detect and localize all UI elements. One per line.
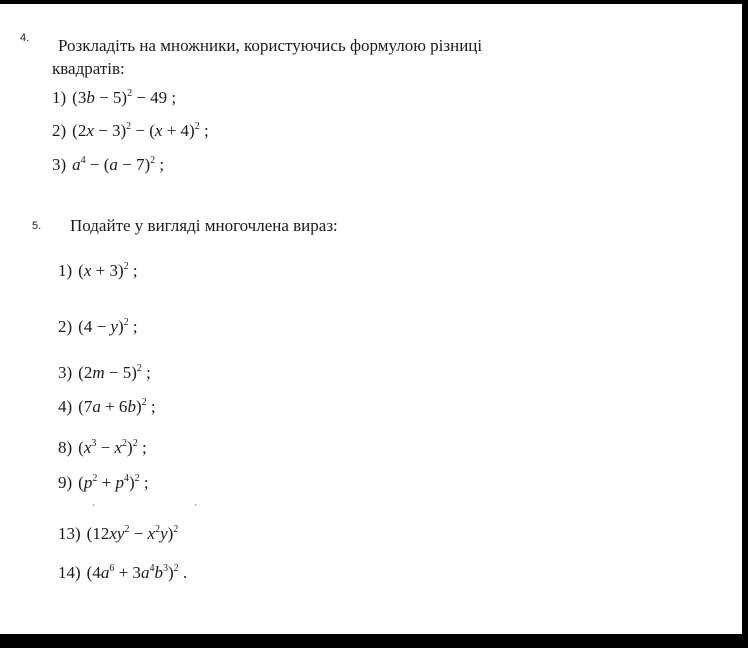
math-fragment: + 6 — [100, 397, 128, 416]
math-fragment: 1) — [52, 88, 67, 107]
math-fragment: 2 — [150, 155, 156, 166]
math-fragment: 2 — [155, 524, 161, 535]
math-fragment: ( — [78, 261, 84, 280]
task5-item-8 — [58, 438, 147, 458]
math-fragment: x — [83, 261, 92, 280]
task5-item-3 — [58, 363, 151, 383]
math-fragment: 1) — [58, 261, 73, 280]
math-fragment: ( — [78, 438, 84, 457]
math-fragment: 3) — [52, 155, 67, 174]
math-fragment: a — [92, 397, 101, 416]
math-fragment: x — [154, 121, 163, 140]
math-fragment: 14) — [58, 563, 81, 582]
math-fragment: 2 — [136, 363, 142, 374]
task5-item-1 — [58, 261, 138, 281]
math-fragment: 2 — [123, 261, 129, 272]
math-fragment: + 4) — [162, 121, 195, 140]
task4-number: 4. — [20, 32, 30, 44]
math-fragment: a — [109, 155, 118, 174]
math-fragment: 4 — [80, 155, 86, 166]
math-fragment: ; — [128, 261, 138, 280]
math-fragment: 4 — [123, 473, 129, 484]
task5-item-2 — [58, 317, 138, 337]
math-fragment: 3 — [91, 438, 97, 449]
math-fragment: (2 — [72, 121, 87, 140]
task4-item-2 — [52, 121, 209, 141]
task4-item-1 — [52, 88, 176, 108]
math-fragment: − 5) — [104, 363, 137, 382]
math-fragment: + — [97, 473, 116, 492]
math-fragment: 4) — [58, 397, 73, 416]
math-fragment: ; — [139, 473, 149, 492]
math-fragment: − 7) — [117, 155, 151, 174]
math-fragment: 8) — [58, 438, 73, 457]
task5-item-13 — [58, 524, 178, 544]
math-fragment: (3 — [72, 88, 87, 107]
math-fragment: 13) — [58, 524, 81, 543]
math-fragment: − 49 ; — [132, 88, 177, 107]
math-fragment: 2 — [124, 524, 130, 535]
math-fragment: a — [140, 563, 150, 582]
math-fragment: a — [100, 563, 110, 582]
math-fragment: x — [114, 438, 123, 457]
math-fragment: ; — [128, 317, 138, 336]
math-fragment: p — [83, 473, 93, 492]
math-fragment: 2 — [92, 473, 98, 484]
math-fragment: y — [160, 524, 168, 543]
math-fragment: p — [115, 473, 124, 492]
math-fragment: 2 — [134, 473, 140, 484]
math-fragment: 2 — [126, 121, 132, 132]
math-fragment: 9) — [58, 473, 73, 492]
math-fragment: (4 — [86, 563, 101, 582]
math-fragment: ) — [167, 563, 174, 582]
math-fragment: ) — [128, 473, 135, 492]
math-fragment: a — [72, 155, 81, 174]
math-fragment: − — [129, 524, 148, 543]
math-fragment: − 5) — [94, 88, 128, 107]
math-fragment: (4 − — [78, 317, 111, 336]
math-fragment: ) — [167, 524, 174, 543]
math-fragment: − — [96, 438, 115, 457]
math-fragment: 2 — [141, 397, 147, 408]
math-fragment: 4 — [149, 563, 155, 574]
math-fragment: . — [178, 563, 188, 582]
math-fragment: m — [92, 363, 105, 382]
math-fragment: 3) — [58, 363, 73, 382]
task5-item-4 — [58, 397, 156, 417]
math-fragment: ) — [127, 438, 133, 457]
math-fragment: ; — [199, 121, 209, 140]
math-fragment: 2 — [127, 88, 133, 99]
math-fragment: 6 — [109, 563, 115, 574]
scan-mark: ` — [92, 504, 96, 515]
math-fragment: 2 — [194, 121, 200, 132]
math-fragment: x — [86, 121, 94, 140]
math-fragment: − ( — [131, 121, 155, 140]
math-fragment: b — [86, 88, 95, 107]
math-fragment: + 3 — [114, 563, 141, 582]
math-fragment: (7 — [78, 397, 93, 416]
math-fragment: − ( — [85, 155, 110, 174]
task5-number: 5. — [32, 220, 42, 232]
math-fragment: ; — [141, 363, 151, 382]
task4-title-line1: Розкладіть на множники, користуючись формулою різниці — [58, 36, 483, 55]
math-fragment: 2 — [132, 438, 138, 449]
worksheet-page — [0, 4, 742, 634]
math-fragment: x — [83, 438, 92, 457]
math-fragment: b — [127, 397, 136, 416]
math-fragment: ) — [117, 317, 124, 336]
math-fragment: + 3) — [91, 261, 124, 280]
task4-item-3 — [52, 155, 164, 175]
math-fragment: xy — [109, 524, 125, 543]
math-fragment: − 3) — [93, 121, 127, 140]
task4-title-line2: квадратів: — [52, 59, 125, 78]
scan-mark: ˊ — [194, 504, 198, 515]
math-fragment: ; — [146, 397, 156, 416]
math-fragment: 2 — [122, 438, 128, 449]
task5-item-9 — [58, 473, 149, 493]
math-fragment: 2) — [52, 121, 67, 140]
math-fragment: 3 — [162, 563, 168, 574]
math-fragment: ( — [78, 473, 84, 492]
math-fragment: 2 — [123, 317, 129, 328]
math-fragment: ; — [155, 155, 165, 174]
math-fragment: ) — [135, 397, 142, 416]
math-fragment: 2) — [58, 317, 73, 336]
task5-item-14 — [58, 563, 187, 583]
math-fragment: 2 — [173, 563, 179, 574]
math-fragment: y — [110, 317, 118, 336]
math-fragment: (12 — [86, 524, 110, 543]
math-fragment: (2 — [78, 363, 93, 382]
task5-title: Подайте у вигляді многочлена вираз: — [70, 216, 338, 235]
math-fragment: x — [147, 524, 156, 543]
math-fragment: 2 — [173, 524, 179, 535]
math-fragment: ; — [137, 438, 147, 457]
math-fragment: b — [154, 563, 163, 582]
